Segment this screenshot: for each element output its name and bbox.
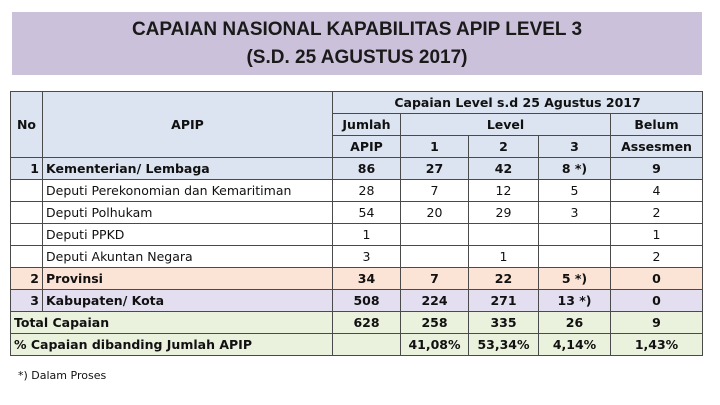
row-belum: 0 xyxy=(611,290,703,312)
table-row xyxy=(11,224,703,246)
row-belum: 2 xyxy=(611,202,703,224)
row-no: 3 xyxy=(11,290,43,312)
row-level-2: 271 xyxy=(469,290,539,312)
table-row xyxy=(11,268,703,290)
row-level-1: 224 xyxy=(401,290,469,312)
row-level-2: 12 xyxy=(469,180,539,202)
row-jumlah: 3 xyxy=(333,246,401,268)
row-level-2: 1 xyxy=(469,246,539,268)
row-jumlah: 508 xyxy=(333,290,401,312)
row-level-3: 8 *) xyxy=(539,158,611,180)
row-level-1 xyxy=(401,224,469,246)
row-belum: 4 xyxy=(611,180,703,202)
footnote: *) Dalam Proses xyxy=(18,369,107,382)
row-level-1: 7 xyxy=(401,180,469,202)
total-level-2: 335 xyxy=(469,312,539,334)
total-row xyxy=(11,312,703,334)
percent-jumlah xyxy=(333,334,401,356)
row-level-3: 13 *) xyxy=(539,290,611,312)
header-level-3: 3 xyxy=(539,136,611,158)
row-no xyxy=(11,224,43,246)
row-level-3: 5 *) xyxy=(539,268,611,290)
percent-belum: 1,43% xyxy=(611,334,703,356)
row-level-3 xyxy=(539,246,611,268)
row-name: Deputi Perekonomian dan Kemaritiman xyxy=(43,180,333,202)
header-jumlah-apip: APIP xyxy=(333,136,401,158)
title-line-2: (S.D. 25 AGUSTUS 2017) xyxy=(246,46,468,68)
percent-level-1: 41,08% xyxy=(401,334,469,356)
row-jumlah: 28 xyxy=(333,180,401,202)
row-level-3 xyxy=(539,224,611,246)
table-row xyxy=(11,158,703,180)
header-jumlah: Jumlah xyxy=(333,114,401,136)
row-jumlah: 1 xyxy=(333,224,401,246)
table-row xyxy=(11,290,703,312)
row-no xyxy=(11,202,43,224)
row-belum: 0 xyxy=(611,268,703,290)
row-no xyxy=(11,246,43,268)
total-level-3: 26 xyxy=(539,312,611,334)
row-name: Kabupaten/ Kota xyxy=(43,290,333,312)
percent-level-2: 53,34% xyxy=(469,334,539,356)
capaian-table xyxy=(10,91,703,356)
total-belum: 9 xyxy=(611,312,703,334)
row-name: Deputi Akuntan Negara xyxy=(43,246,333,268)
row-jumlah: 34 xyxy=(333,268,401,290)
row-belum: 1 xyxy=(611,224,703,246)
row-level-1: 27 xyxy=(401,158,469,180)
row-level-1: 7 xyxy=(401,268,469,290)
row-jumlah: 86 xyxy=(333,158,401,180)
row-level-2: 29 xyxy=(469,202,539,224)
header-level: Level xyxy=(401,114,611,136)
header-assesmen: Assesmen xyxy=(611,136,703,158)
row-name: Deputi Polhukam xyxy=(43,202,333,224)
row-level-2 xyxy=(469,224,539,246)
row-level-2: 22 xyxy=(469,268,539,290)
row-level-1 xyxy=(401,246,469,268)
row-name: Deputi PPKD xyxy=(43,224,333,246)
table-row xyxy=(11,202,703,224)
percent-label: % Capaian dibanding Jumlah APIP xyxy=(11,334,333,356)
total-level-1: 258 xyxy=(401,312,469,334)
row-level-3: 3 xyxy=(539,202,611,224)
total-label: Total Capaian xyxy=(11,312,333,334)
row-belum: 9 xyxy=(611,158,703,180)
row-level-2: 42 xyxy=(469,158,539,180)
total-jumlah: 628 xyxy=(333,312,401,334)
title-line-1: CAPAIAN NASIONAL KAPABILITAS APIP LEVEL 3 xyxy=(131,18,583,40)
row-jumlah: 54 xyxy=(333,202,401,224)
header-belum: Belum xyxy=(611,114,703,136)
header-apip: APIP xyxy=(43,92,333,158)
title-banner xyxy=(12,12,702,75)
header-no: No xyxy=(11,92,43,158)
percent-row xyxy=(11,334,703,356)
table-row xyxy=(11,246,703,268)
row-level-1: 20 xyxy=(401,202,469,224)
header-level-2: 2 xyxy=(469,136,539,158)
row-belum: 2 xyxy=(611,246,703,268)
row-name: Provinsi xyxy=(43,268,333,290)
row-level-3: 5 xyxy=(539,180,611,202)
percent-level-3: 4,14% xyxy=(539,334,611,356)
row-no: 2 xyxy=(11,268,43,290)
header-capaian-level: Capaian Level s.d 25 Agustus 2017 xyxy=(333,92,703,114)
row-no xyxy=(11,180,43,202)
row-no: 1 xyxy=(11,158,43,180)
table-row xyxy=(11,180,703,202)
row-name: Kementerian/ Lembaga xyxy=(43,158,333,180)
header-level-1: 1 xyxy=(401,136,469,158)
